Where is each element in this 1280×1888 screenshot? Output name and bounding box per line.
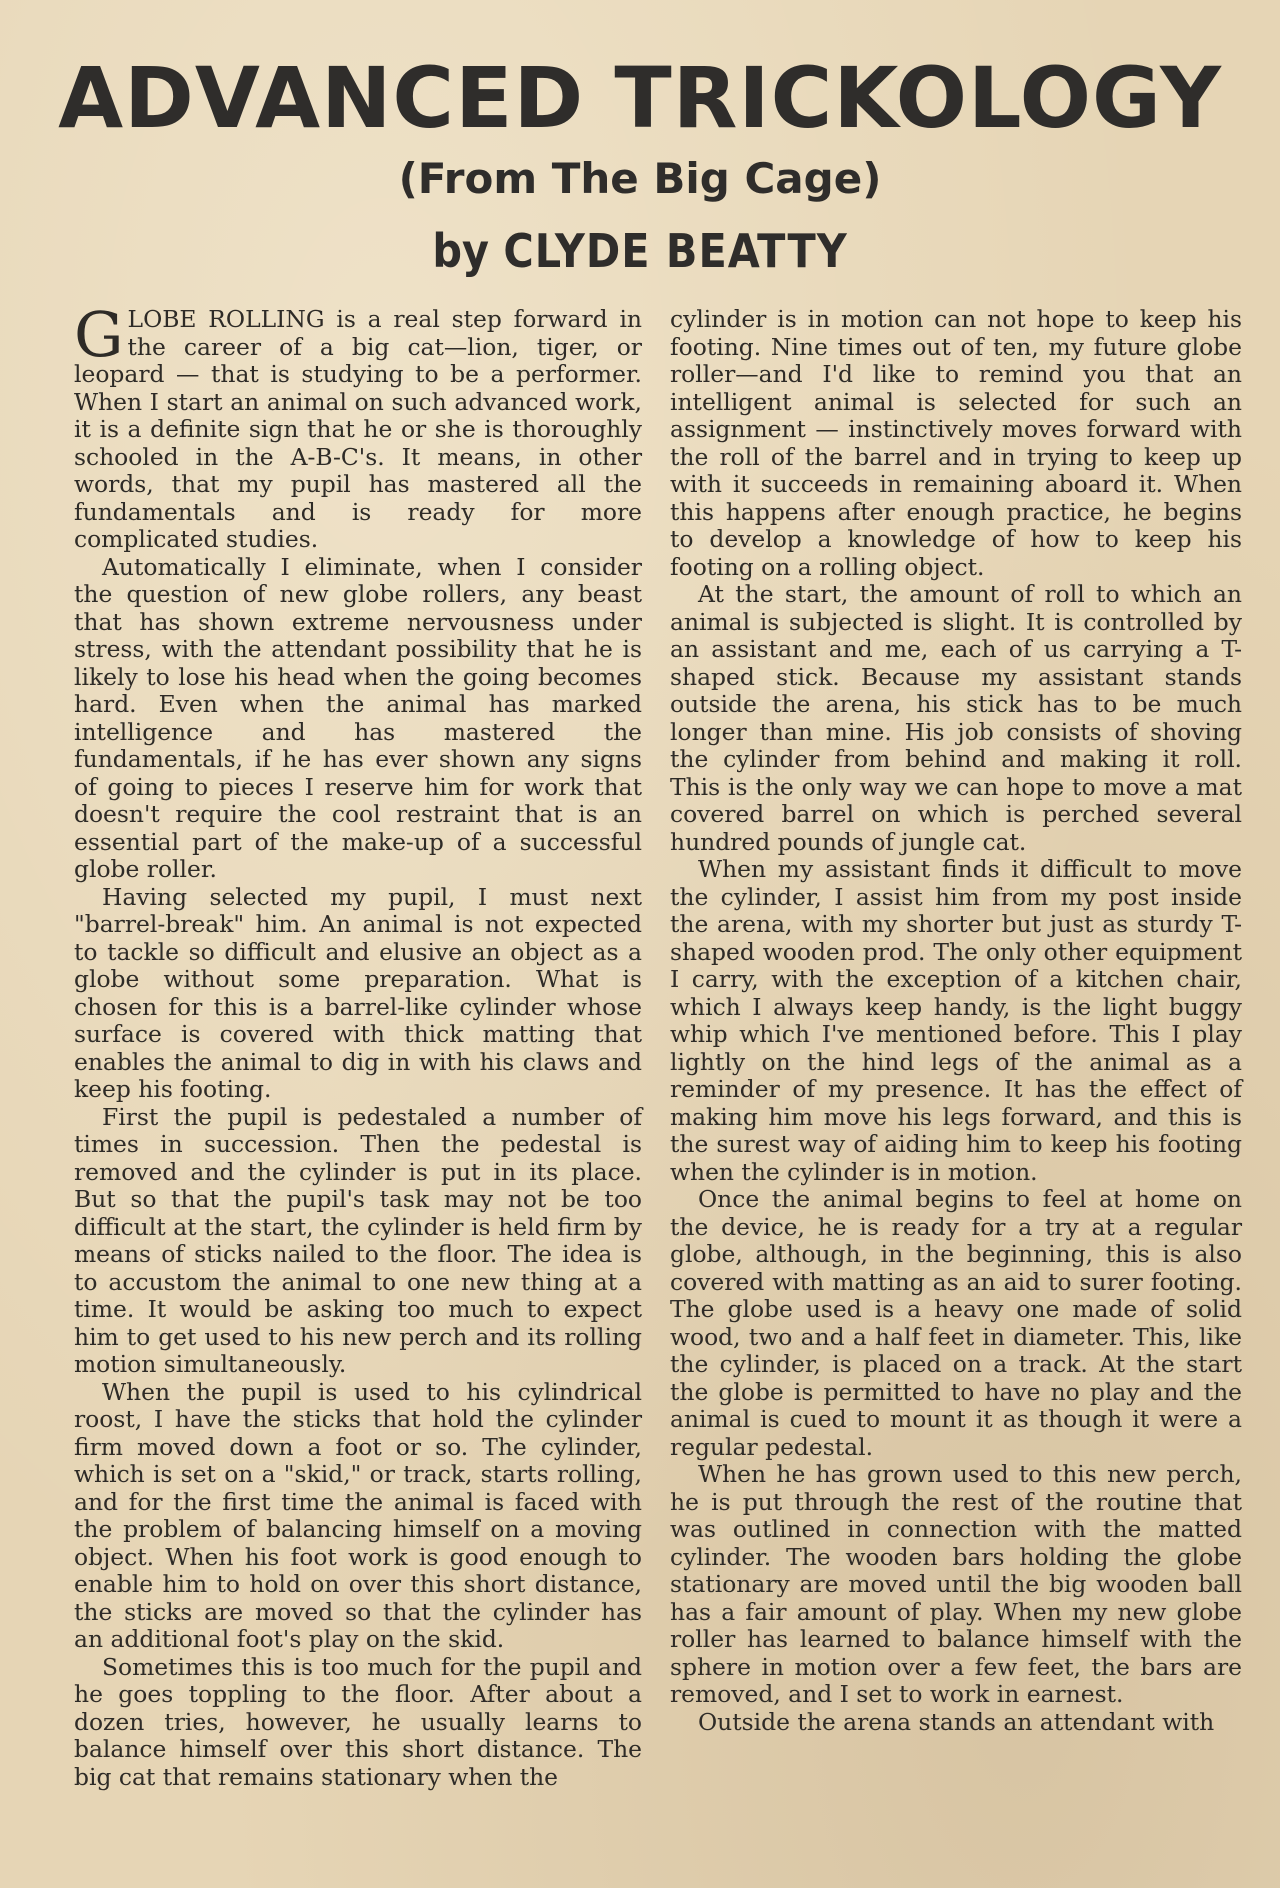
paragraph: Outside the arena stands an attendant with [698,1707,1215,1736]
left-column [74,298,642,1791]
paragraph-text: LOBE ROLLING is a real step forward in the career of a big cat—lion, tiger, or leopard — that is studying to be a performer. When I start an animal on such advanced work, it is a definite sign that he or she is thoroughly schooled in the A-B-C's. It means, in other words, that my pupil has mastered all the fundamentals and is ready for more complicated studies. [74,305,642,553]
paragraph: Having selected my pupil, I must next "barrel-break" him. An animal is not expected to tackle so difficult and elusive an object as a globe without some preparation. What is chosen for this is a barrel-like cylinder whose surface is covered with thick matting that enables the animal to dig in with his claws and keep his footing. [74,882,642,1103]
paragraph: When my assistant finds it difficult to move the cylinder, I assist him from my post inside the arena, with my shorter but just as sturdy T-shaped wooden prod. The only other equipment I carry, with the exception of a kitchen chair, which I always keep handy, is the light buggy whip which I've mentioned before. This I play lightly on the hind legs of the animal as a reminder of my presence. It has the effect of making him move his legs forward, and this is the surest way of aiding him to keep his footing when the cylinder is in motion. [670,855,1242,1186]
paragraph: Sometimes this is too much for the pupil and he goes toppling to the floor. After about a dozen tries, however, he usually learns to balance himself over this short distance. The big cat that remains stationary when the [74,1652,642,1791]
paragraph: Automatically I eliminate, when I consider the question of new globe rollers, any beast that has shown extreme nervousness under stress, with the attendant possibility that he is likely to lose his head when the going becomes hard. Even when the animal has marked intelligence and has mastered the fundamentals, if he has ever shown any signs of going to pieces I reserve him for work that doesn't require the cool restraint that is an essential part of the make-up of a successful globe roller. [74,552,642,883]
byline-prefix: by [432,224,489,278]
paragraph [74,298,642,554]
byline [0,224,1280,278]
article-title: ADVANCED TRICKOLOGY [58,49,1222,147]
paragraph: At the start, the amount of roll to which an animal is subjected is slight. It is controlled by an assistant and me, each of us carrying a T-shaped stick. Because my assistant stands outside the arena, his stick has to be much longer than mine. His job consists of shoving the cylinder from behind and making it roll. This is the only way we can hope to move a mat covered barrel on which is perched several hundred pounds of jungle cat. [670,580,1242,856]
paragraph: First the pupil is pedestaled a number of times in succession. Then the pedestal is removed and the cylinder is put in its place. But so that the pupil's task may not be too difficult at the start, the cylinder is held firm by means of sticks nailed to the floor. The idea is to accustom the animal to one new thing at a time. It would be asking too much to expect him to get used to his new perch and its rolling motion simultaneously. [74,1102,642,1378]
paragraph: Once the animal begins to feel at home on the device, he is ready for a try at a regular globe, although, in the beginning, this is also covered with matting as an aid to surer footing. The globe used is a heavy one made of solid wood, two and a half feet in diameter. This, like the cylinder, is placed on a track. At the start the globe is permitted to have no play and the animal is cued to mount it as though it were a regular pedestal. [670,1185,1242,1461]
paragraph: cylinder is in motion can not hope to keep his footing. Nine times out of ten, my future globe roller—and I'd like to remind you that an intelligent animal is selected for such an assignment — instinctively moves forward with the roll of the barrel and in trying to keep up with it succeeds in remaining aboard it. When this happens after enough practice, he begins to develop a knowledge of how to keep his footing on a rolling object. [670,305,1242,581]
drop-cap: G [74,298,124,371]
author-name: CLYDE BEATTY [503,224,848,278]
paragraph: When the pupil is used to his cylindrical roost, I have the sticks that hold the cylinder firm moved down a foot or so. The cylinder, which is set on a "skid," or track, starts rolling, and for the first time the animal is faced with the problem of balancing himself on a moving object. When his foot work is good enough to enable him to hold on over this short distance, the sticks are moved so that the cylinder has an additional foot's play on the skid. [74,1377,642,1653]
right-column [670,306,1242,1736]
paragraph: When he has grown used to this new perch, he is put through the rest of the routine that was outlined in connection with the matted cylinder. The wooden bars holding the globe stationary are moved until the big wooden ball has a fair amount of play. When my new globe roller has learned to balance himself with the sphere in motion over a few feet, the bars are removed, and I set to work in earnest. [670,1460,1242,1708]
article-subtitle: (From The Big Cage) [398,154,882,203]
